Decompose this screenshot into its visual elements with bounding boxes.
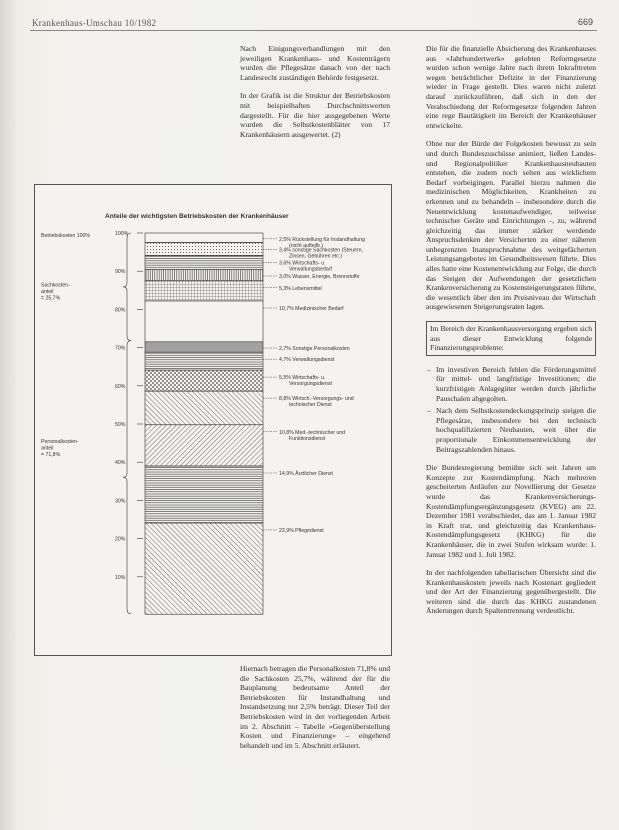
cost-structure-figure: [34, 184, 392, 656]
segment-label: 4,7% Verwaltungsdienst: [279, 357, 335, 364]
bar-segment: [145, 243, 263, 256]
bar-segment: [145, 370, 263, 391]
bar-segment: [145, 425, 263, 466]
brace: [123, 233, 131, 341]
segment-label: 14,9% Ärztlicher Dienst: [279, 471, 333, 478]
bar-segment: [145, 523, 263, 614]
axis-tick-label: 20%: [115, 536, 126, 543]
brace: [123, 341, 131, 614]
text-column-middle-bottom: [240, 664, 390, 759]
boxed-paragraph: [426, 321, 596, 356]
segment-label: 3,0% Wasser, Energie, Brennstoffe: [279, 274, 360, 281]
text-column-middle-top: [240, 44, 390, 148]
axis-tick-label: 30%: [115, 498, 126, 505]
paragraph: Die für die finanzielle Absicherung des Krankenhauses aus »Jahrhundertwerk« gelobten Reformgesetze wurden schon wenige Jahre nach ihrem Inkrafttreten wegen beträchtlicher Defizite in der Finanzierung wieder in Frage gestellt. Dies waren nicht zuletzt darauf zurückzuführen, daß sich in den der Verabschiedung der Reformgesetze folgenden Jahren eine rege Bautätigkeit im Bereich der Krankenhäuser entwickelte.: [426, 44, 596, 130]
axis-tick-label: 50%: [115, 422, 126, 428]
header-rule: [30, 30, 597, 31]
axis-tick-label: 90%: [115, 269, 126, 276]
list-item: – Im investiven Bereich fehlen die Förderungsmittel für mittel- und langfristige Investitionen; die kurzfristigen Anlagegüter werden durch jährliche Pauschalen abgegolten.: [436, 365, 596, 403]
margin-scan-marks: [2, 40, 16, 800]
stacked-bar-chart: [35, 185, 391, 655]
figure-title: Anteile der wichtigsten Betriebskosten der Krankenhäuser: [105, 213, 289, 220]
segment-label: 10,8% Med.-technischer und Funktionsdienst: [279, 429, 346, 442]
bar-segment: [145, 281, 263, 301]
segment-label: 5,5% Wirtschafts- u. Versorgungsdienst: [279, 375, 332, 388]
group-label: Sachkosten-anteil = 25,7%: [41, 282, 70, 302]
segment-label: 2,7% Sonstige Personalkosten: [279, 346, 350, 353]
segment-label: 5,3% Lebensmittel: [279, 285, 322, 292]
bar-segment: [145, 269, 263, 280]
paragraph: Die Bundesregierung bemühte sich seit Jahren um Konzepte zur Kostendämpfung. Nach mehreren gescheiterten Anläufen zur Novellierung der Gesetze wurde das Krankenversicherungs-Kostendämpfungsergänzungsgesetz (KVEG) am 22. Dezember 1981 verabschiedet, das am 1. Januar 1982 in Kraft trat, und gleichzeitig das Krankenhaus-Kostendämpfungsgesetz (KHKG) für die Krankenhäuser, die in zwei Stufen wirksam wurde: 1. Januar 1982 und 1. Juli 1982.: [426, 463, 596, 559]
group-label: Betriebskosten 100%: [41, 233, 91, 239]
segment-label: 23,9% Pflegedienst: [279, 527, 324, 534]
bar-segment: [145, 391, 263, 425]
list-item: – Nach dem Selbstkostendeckungsprinzip steigen die Pflegesätze, insbesondere bei den technisch hochqualifizierten Neubauten, weit über die proportionale Einkommensentwicklung der Beitragszahlenden hinaus.: [436, 406, 596, 454]
segment-label: 3,6% Wirtschafts- u. Verwaltungsbedarf: [279, 260, 332, 273]
bar-segment: [145, 256, 263, 270]
axis-tick-label: 10%: [115, 574, 126, 581]
paragraph: In der nachfolgenden tabellarischen Übersicht sind die Krankenhauskosten jeweils nach Kostenart gegliedert und der Art der Finanzierung gegenübergestellt. Die weiteren sind die durch das KHKG zustandenen Änderungen durch Spaltentrennung verdeutlicht.: [426, 568, 596, 616]
group-label: Personalkosten-anteil = 71,8%: [41, 439, 79, 459]
page-number: 669: [577, 17, 593, 27]
bar-segment: [145, 352, 263, 370]
bar-segment: [145, 301, 263, 342]
segment-label: 8,8% Wirtsch.-Versorgungs- und technischer Dienst: [279, 396, 354, 409]
segment-label: 10,7% Medizinischer Bedarf: [279, 305, 344, 312]
problem-list: [426, 365, 596, 454]
running-head: Krankenhaus-Umschau 10/1982: [32, 18, 157, 28]
paragraph: Im Bereich der Krankenhausversorgung ergeben sich aus dieser Entwicklung folgende Finanzierungsprobleme:: [430, 324, 592, 353]
bar-segment: [145, 342, 263, 352]
segment-label: 2,5% Rückstellung für Instandhaltung (nicht aufteilb.): [279, 236, 365, 249]
axis-tick-label: 40%: [115, 460, 126, 467]
axis-tick-label: 70%: [115, 345, 126, 352]
paragraph: Nach Einigungsverhandlungen mit den jeweiligen Krankenhaus- und Kostenträgern wurden die Pflegesätze danach von der nach Landesrecht zuständigen Behörde festgesetzt.: [240, 44, 390, 82]
paragraph: Hiernach betragen die Personalkosten 71,8% und die Sachkosten 25,7%, während der für die Bauplanung bedeutsame Anteil der Betriebskosten für Instandhaltung und Instandsetzung nur 2,5% beträgt. Dieser Teil der Betriebskosten wird in der vorliegenden Arbeit im 2. Abschnitt – Tabelle »Gegenüberstellung Kosten und Finanzierung« – eingehend behandelt und im 5. Abschnitt erläutert.: [240, 664, 390, 750]
paragraph: Ohne nur der Bürde der Folgekosten bewusst zu sein und durch Bundeszuschüsse animiert, ließen Landes- und Regionalpolitiker Krankenhausneubauten entstehen, die zudem noch selten aus wirklichem Bedarf vorbeigingen. Parallel hierzu nahmen die medizinischen Möglichkeiten, Krankheiten zu erkennen und zu behandeln – insbesondere durch die Neuentwicklung kostenaufwendiger, teilweise technischer Geräte und Einrichtungen –, zu, während gleichzeitig das immer stärker werdende Anspruchsdenken der Versicherten zu einer näheren unbegrenzten Inanspruchnahme des weitgefächerten Leistungsangebotes im Gesundheitswesen führte. Dies alles hatte eine Kostenentwicklung zur Folge, die durch das Steigen der Aufwendungen der gesetzlichen Krankenversicherung zu Kostensteigerungsraten führte, die wesentlich über den im Preisniveau der Wirtschaft ausgewiesenen Steigerungsraten lagen.: [426, 139, 596, 312]
bar-segment: [145, 233, 263, 243]
text-column-right: [426, 44, 596, 625]
axis-tick-label: 80%: [115, 307, 126, 314]
axis-tick-label: 60%: [115, 383, 126, 390]
bar-segment: [145, 466, 263, 523]
paragraph: In der Grafik ist die Struktur der Betriebskosten mit beispielhaften Durchschnittswerten dargestellt. Für die hier ausgegebenen Werte wurden die Selbstkostenblätter von 17 Krankenhäusern ausgewertet. (2): [240, 91, 390, 139]
segment-label: 3,4% sonstige Sachkosten (Steuern, Zinsen, Gebühren etc.): [279, 247, 363, 260]
axis-tick-label: 100%: [115, 231, 129, 237]
